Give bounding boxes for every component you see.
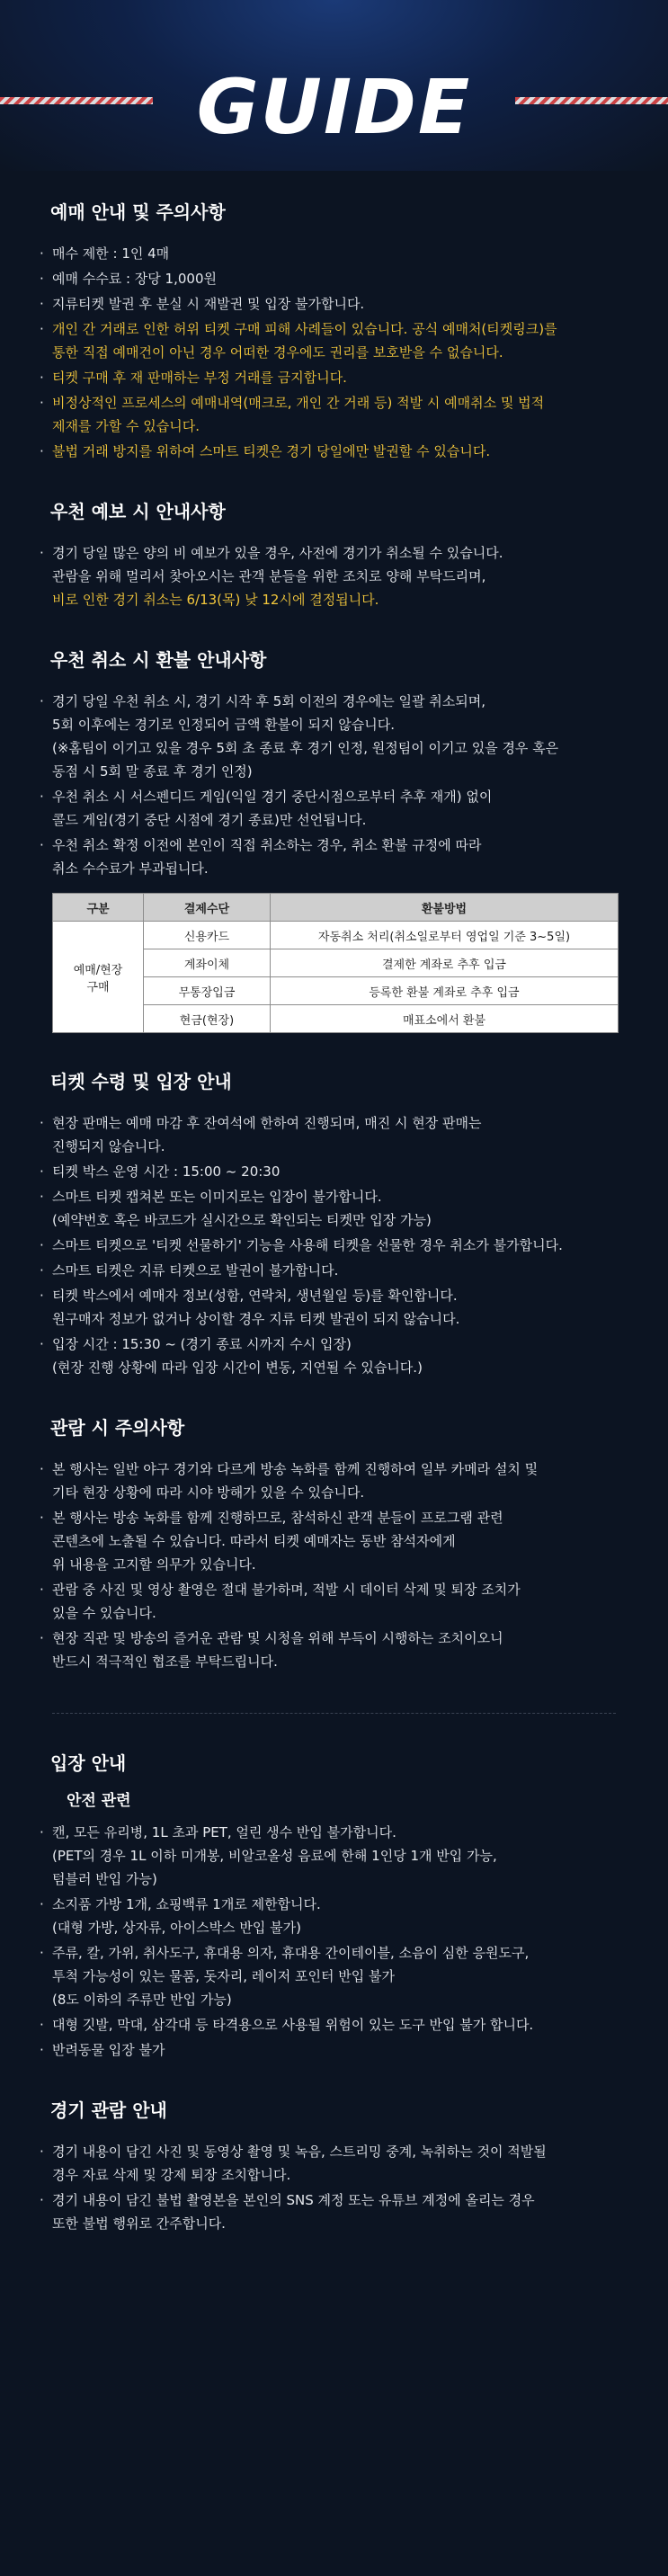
section-title: 우천 취소 시 환불 안내사항 (50, 649, 267, 671)
section-divider (52, 1713, 616, 1715)
list-item: · 캔, 모든 유리병, 1L 초과 PET, 얼린 생수 반입 불가합니다. (PET의 경우 1L 이하 미개봉, 비알코올성 음료에 한해 1인당 1개 반입 가능, 텀블러 반입 가능) (40, 1821, 628, 1891)
list-item: · 매수 제한 : 1인 4매 (40, 242, 628, 265)
section-title: 경기 관람 안내 (50, 2099, 167, 2121)
list-item: · 입장 시간 : 15:30 ~ (경기 종료 시까지 수시 입장) (현장 진행 상황에 따라 입장 시간이 변동, 지연될 수 있습니다.) (40, 1333, 628, 1379)
list-item: · 우천 취소 확정 이전에 본인이 직접 취소하는 경우, 취소 환불 규정에 따라 취소 수수료가 부과됩니다. (40, 833, 628, 880)
list-item: · 관람 중 사진 및 영상 촬영은 절대 불가하며, 적발 시 데이터 삭제 및 퇴장 조치가 있을 수 있습니다. (40, 1578, 628, 1625)
list-item: · 지류티켓 발권 후 분실 시 재발권 및 입장 불가합니다. (40, 292, 628, 316)
list-item: · 비정상적인 프로세스의 예매내역(매크로, 개인 간 거래 등) 적발 시 예매취소 및 법적 제재를 가할 수 있습니다. (40, 391, 628, 438)
notice-list (40, 1821, 628, 2062)
list-item: · 스마트 티켓은 지류 티켓으로 발권이 불가합니다. (40, 1259, 628, 1282)
list-item: · 현장 판매는 예매 마감 후 잔여석에 한하여 진행되며, 매진 시 현장 판매는 진행되지 않습니다. (40, 1111, 628, 1158)
list-item: · 경기 내용이 담긴 불법 촬영본을 본인의 SNS 계정 또는 유튜브 계정에 올리는 경우 또한 불법 행위로 간주합니다. (40, 2188, 628, 2235)
table-cell: 계좌이체 (144, 949, 271, 977)
section-subtitle: 안전 관련 (67, 1792, 131, 1810)
list-item: · 스마트 티켓 캡쳐본 또는 이미지로는 입장이 불가합니다. (예약번호 혹은 바코드가 실시간으로 확인되는 티켓만 입장 가능) (40, 1185, 628, 1232)
list-item: · 티켓 박스 운영 시간 : 15:00 ~ 20:30 (40, 1160, 628, 1183)
list-item: · 대형 깃발, 막대, 삼각대 등 타격용으로 사용될 위험이 있는 도구 반입 불가 합니다. (40, 2013, 628, 2037)
list-item: · 본 행사는 일반 야구 경기와 다르게 방송 녹화를 함께 진행하여 일부 카메라 설치 및 기타 현장 상황에 따라 시야 방해가 있을 수 있습니다. (40, 1457, 628, 1504)
section-title: 예매 안내 및 주의사항 (50, 201, 226, 223)
section-entry (40, 1749, 628, 2062)
table-cell: 현금(현장) (144, 1005, 271, 1033)
list-item: · 예매 수수료 : 장당 1,000원 (40, 267, 628, 290)
table-header-cell: 구분 (53, 894, 144, 922)
section-rain-refund (40, 646, 628, 1033)
list-item: · 개인 간 거래로 인한 허위 티켓 구매 피해 사례들이 있습니다. 공식 예매처(티켓링크)를 통한 직접 예매건이 아닌 경우 어떠한 경우에도 권리를 보호받을 수 없습니다. (40, 317, 628, 364)
list-item: · 현장 직관 및 방송의 즐거운 관람 및 시청을 위해 부득이 시행하는 조치이오니 반드시 적극적인 협조를 부탁드립니다. (40, 1627, 628, 1673)
section-title: 입장 안내 (50, 1752, 127, 1774)
highlight-text: 비로 인한 경기 취소는 6/13(목) 낮 12시에 결정됩니다. (52, 592, 379, 608)
list-item: · 주류, 칼, 가위, 취사도구, 휴대용 의자, 휴대용 간이테이블, 소음이 심한 응원도구, 투척 가능성이 있는 물품, 돗자리, 레이저 포인터 반입 불가 (8도 이하의 주류만 반입 가능) (40, 1941, 628, 2011)
section-title: 티켓 수령 및 입장 안내 (50, 1071, 232, 1092)
table-cell: 무통장입금 (144, 977, 271, 1005)
table-header-cell: 환불방법 (271, 894, 619, 922)
notice-list (40, 1457, 628, 1673)
notice-list (40, 541, 628, 611)
table-cell: 결제한 계좌로 추후 입금 (271, 949, 619, 977)
table-header-cell: 결제수단 (144, 894, 271, 922)
table-cell: 신용카드 (144, 922, 271, 949)
notice-list (40, 690, 628, 880)
table-row (53, 922, 619, 949)
section-title: 우천 예보 시 안내사항 (50, 501, 226, 522)
list-item: · 소지품 가방 1개, 쇼핑백류 1개로 제한합니다. (대형 가방, 상자류, 아이스박스 반입 불가) (40, 1893, 628, 1939)
table-cell-category: 예매/현장 구매 (53, 922, 144, 1033)
section-rain-forecast (40, 497, 628, 611)
list-item: · 본 행사는 방송 녹화를 함께 진행하므로, 참석하신 관객 분들이 프로그램 관련 콘텐츠에 노출될 수 있습니다. 따라서 티켓 예매자는 동반 참석자에게 위 내용을 고지할 의무가 있습니다. (40, 1506, 628, 1576)
guide-header (0, 0, 668, 171)
table-header-row (53, 894, 619, 922)
list-item: · 반려동물 입장 불가 (40, 2038, 628, 2062)
notice-list (40, 242, 628, 463)
notice-list (40, 1111, 628, 1379)
list-item: · 불법 거래 방지를 위하여 스마트 티켓은 경기 당일에만 발권할 수 있습니다. (40, 440, 628, 463)
section-game-viewing (40, 2096, 628, 2235)
refund-table (52, 893, 619, 1033)
notice-list (40, 2140, 628, 2235)
table-cell: 자동취소 처리(취소일로부터 영업일 기준 3~5일) (271, 922, 619, 949)
section-ticket-notice (40, 198, 628, 463)
table-cell: 매표소에서 환불 (271, 1005, 619, 1033)
list-item: · 우천 취소 시 서스펜디드 게임(익일 경기 중단시점으로부터 추후 재개) 없이 콜드 게임(경기 중단 시점에 경기 종료)만 선언됩니다. (40, 785, 628, 832)
list-item: · 경기 내용이 담긴 사진 및 동영상 촬영 및 녹음, 스트리밍 중계, 녹취하는 것이 적발될 경우 자료 삭제 및 강제 퇴장 조치합니다. (40, 2140, 628, 2187)
list-item: · 스마트 티켓으로 '티켓 선물하기' 기능을 사용해 티켓을 선물한 경우 취소가 불가합니다. (40, 1234, 628, 1257)
list-item-text: 경기 당일 많은 양의 비 예보가 있을 경우, 사전에 경기가 취소될 수 있습니다. 관람을 위해 멀리서 찾아오시는 관객 분들을 위한 조치로 양해 부탁드리며, (52, 545, 503, 584)
guide-content (0, 198, 668, 2235)
list-item: · 경기 당일 우천 취소 시, 경기 시작 후 5회 이전의 경우에는 일괄 취소되며, 5회 이후에는 경기로 인정되어 금액 환불이 되지 않습니다. (※홈팀이 이기고 있을 경우 5회 초 종료 후 경기 인정, 원정팀이 이기고 있을 경우 혹은 동점 시 5회 말 종료 후 경기 인정) (40, 690, 628, 783)
page-title: GUIDE (196, 63, 472, 151)
list-item: · 티켓 박스에서 예매자 정보(성함, 연락처, 생년월일 등)를 확인합니다. 원구매자 정보가 없거나 상이할 경우 지류 티켓 발권이 되지 않습니다. (40, 1284, 628, 1331)
section-title: 관람 시 주의사항 (50, 1417, 185, 1439)
section-viewing-caution (40, 1413, 628, 1673)
table-cell: 등록한 환불 계좌로 추후 입금 (271, 977, 619, 1005)
list-item (40, 541, 628, 611)
list-item: · 티켓 구매 후 재 판매하는 부정 거래를 금지합니다. (40, 366, 628, 389)
section-ticket-pickup (40, 1067, 628, 1379)
